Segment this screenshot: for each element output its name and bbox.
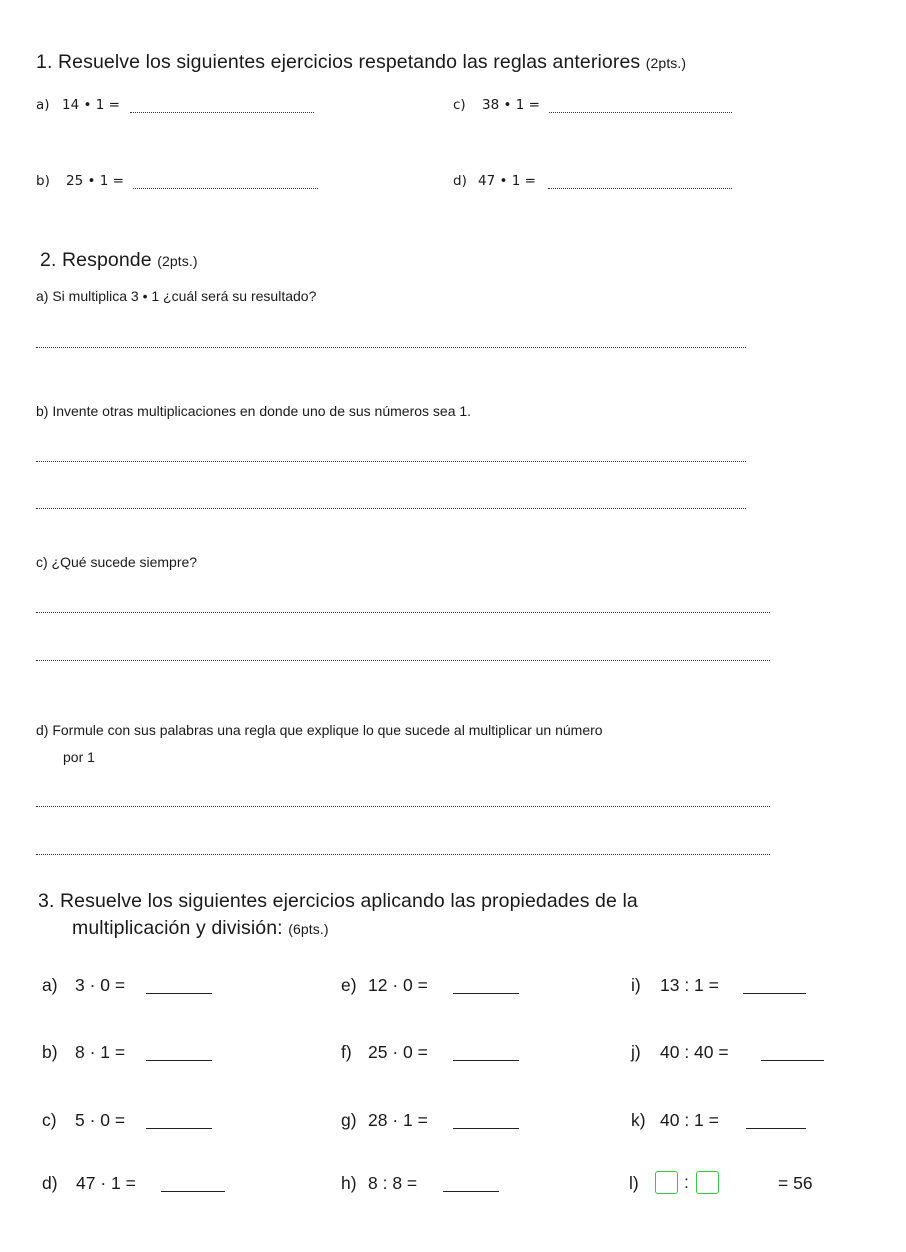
ex3-c-letter: c) <box>42 1110 57 1130</box>
answer-line[interactable] <box>443 1191 499 1192</box>
answer-line[interactable] <box>453 1128 519 1129</box>
ex1-d-letter: d) <box>453 173 467 189</box>
question-2a: a) Si multiplica 3 • 1 ¿cuál será su resultado? <box>36 288 317 304</box>
answer-line[interactable] <box>746 1128 806 1129</box>
section-2-title: 2. Responde (2pts.) <box>40 249 198 271</box>
ex3-a-letter: a) <box>42 975 58 995</box>
answer-line[interactable] <box>146 993 212 994</box>
ex3-g-letter: g) <box>341 1110 357 1130</box>
answer-line[interactable] <box>549 112 732 113</box>
answer-line[interactable] <box>453 993 519 994</box>
ex3-l-colon: : <box>684 1172 689 1192</box>
ex3-e-letter: e) <box>341 975 357 995</box>
ex1-b-letter: b) <box>36 173 50 189</box>
answer-line[interactable] <box>130 112 314 113</box>
ex3-l-letter: l) <box>629 1173 639 1193</box>
section-3-title-line1: 3. Resuelve los siguientes ejercicios aplicando las propiedades de la <box>38 890 638 912</box>
ex3-k-expr: 40 : 1 = <box>660 1110 719 1130</box>
ex3-j-expr: 40 : 40 = <box>660 1042 729 1062</box>
ex3-d-expr: 47 · 1 = <box>76 1173 136 1193</box>
answer-box-right[interactable] <box>696 1171 719 1194</box>
ex1-d-expr: 47 • 1 = <box>478 173 536 189</box>
ex3-b-expr: 8 · 1 = <box>75 1042 126 1062</box>
section-1-title: 1. Resuelve los siguientes ejercicios respetando las reglas anteriores (2pts.) <box>36 51 687 73</box>
ex3-l-result: = 56 <box>778 1173 813 1193</box>
ex1-c-letter: c) <box>453 97 466 113</box>
answer-line[interactable] <box>453 1060 519 1061</box>
answer-line[interactable] <box>743 993 806 994</box>
answer-line[interactable] <box>36 612 770 613</box>
section-3-title-line2: multiplicación y división: (6pts.) <box>72 917 329 939</box>
ex3-i-expr: 13 : 1 = <box>660 975 719 995</box>
ex3-e-expr: 12 · 0 = <box>368 975 428 995</box>
answer-line[interactable] <box>146 1128 212 1129</box>
question-2c: c) ¿Qué sucede siempre? <box>36 554 198 570</box>
ex3-d-letter: d) <box>42 1173 58 1193</box>
answer-line[interactable] <box>161 1191 225 1192</box>
ex1-a-letter: a) <box>36 97 50 113</box>
answer-line[interactable] <box>548 188 732 189</box>
question-2b: b) Invente otras multiplicaciones en donde uno de sus números sea 1. <box>36 403 472 419</box>
answer-box-left[interactable] <box>655 1171 678 1194</box>
question-2d-line1: d) Formule con sus palabras una regla que explique lo que sucede al multiplicar un número <box>36 722 603 738</box>
ex1-c-expr: 38 • 1 = <box>482 97 540 113</box>
answer-line[interactable] <box>36 806 770 807</box>
answer-line[interactable] <box>36 660 770 661</box>
answer-line[interactable] <box>761 1060 824 1061</box>
ex3-a-expr: 3 · 0 = <box>75 975 126 995</box>
ex3-c-expr: 5 · 0 = <box>75 1110 126 1130</box>
ex3-h-letter: h) <box>341 1173 357 1193</box>
ex3-j-letter: j) <box>631 1042 641 1062</box>
answer-line[interactable] <box>146 1060 212 1061</box>
ex1-b-expr: 25 • 1 = <box>66 173 124 189</box>
ex3-f-letter: f) <box>341 1042 352 1062</box>
ex3-f-expr: 25 · 0 = <box>368 1042 428 1062</box>
ex3-k-letter: k) <box>631 1110 646 1130</box>
answer-line[interactable] <box>36 347 746 348</box>
ex3-b-letter: b) <box>42 1042 58 1062</box>
answer-line[interactable] <box>36 854 770 855</box>
answer-line[interactable] <box>36 508 746 509</box>
ex1-a-expr: 14 • 1 = <box>62 97 120 113</box>
answer-line[interactable] <box>36 461 746 462</box>
ex3-i-letter: i) <box>631 975 641 995</box>
question-2d-line2: por 1 <box>63 749 95 765</box>
ex3-h-expr: 8 : 8 = <box>368 1173 418 1193</box>
ex3-g-expr: 28 · 1 = <box>368 1110 428 1130</box>
answer-line[interactable] <box>133 188 318 189</box>
